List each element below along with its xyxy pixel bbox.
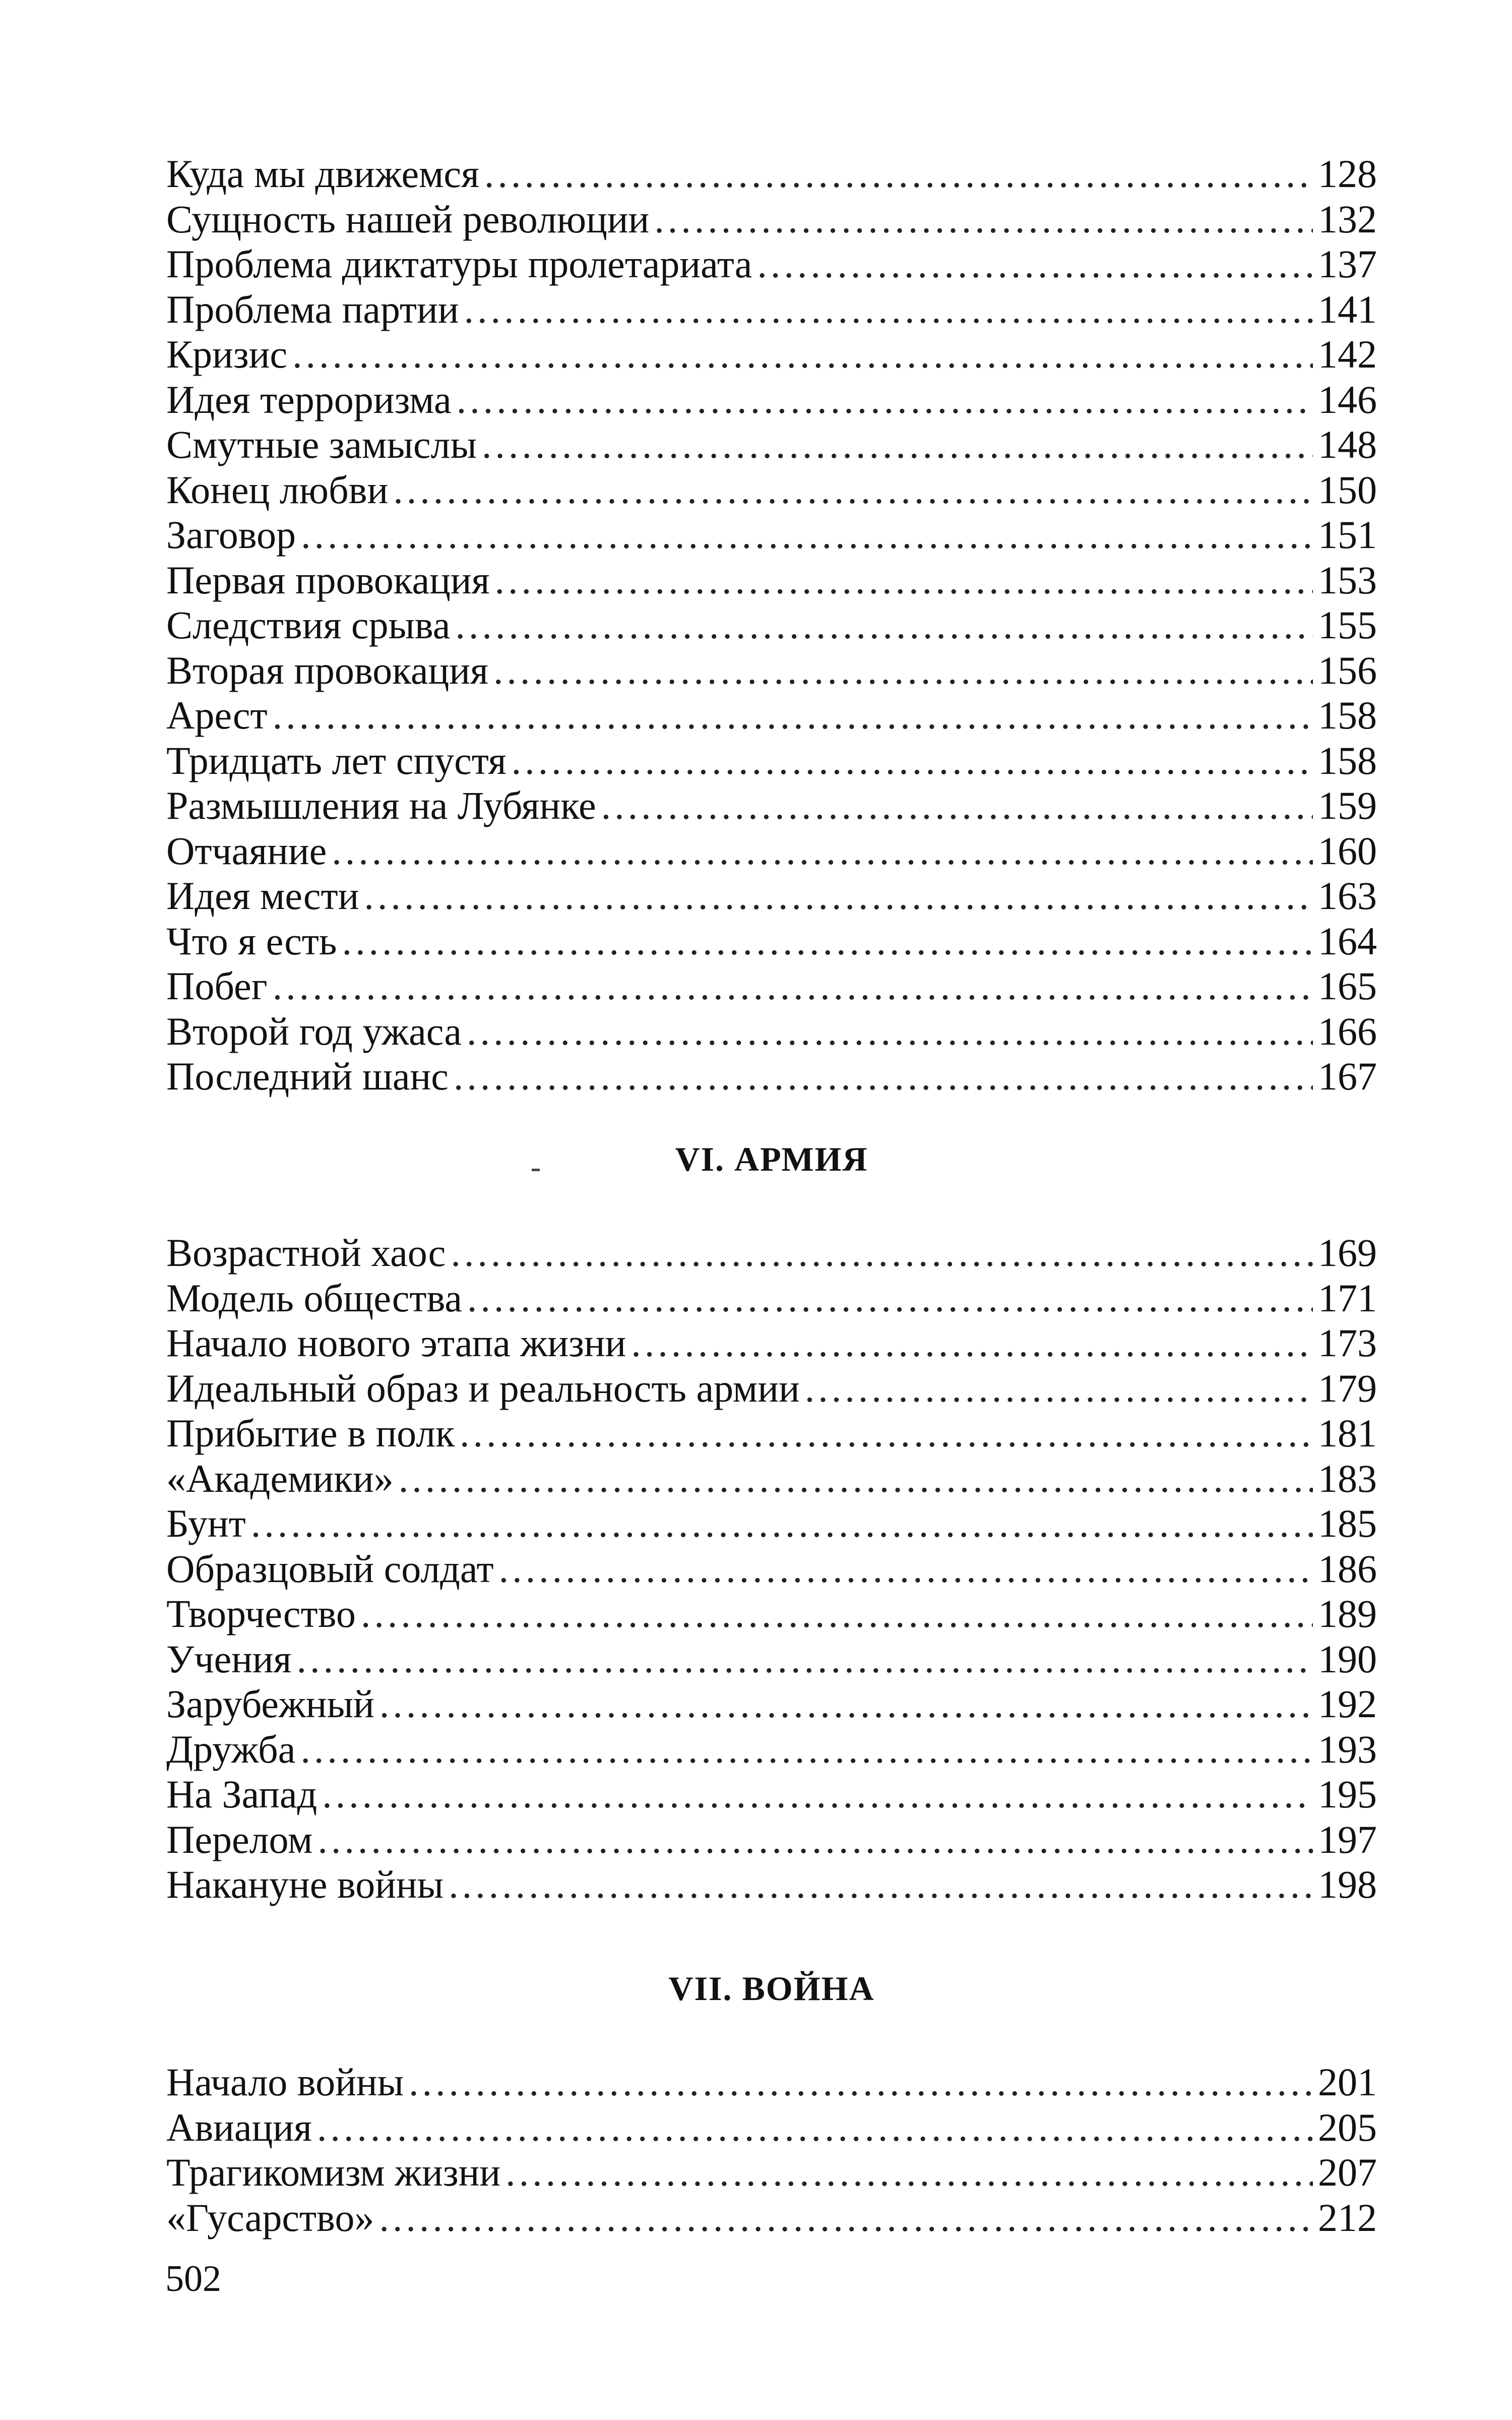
toc-entry-title: Куда мы движемся	[166, 152, 479, 196]
toc-entry-page-number: 167	[1318, 1054, 1377, 1098]
toc-entry-page-number: 173	[1318, 1321, 1377, 1365]
toc-entry-title: Арест	[166, 693, 268, 737]
dot-leader	[457, 377, 1313, 422]
dot-leader	[301, 512, 1313, 558]
toc-entry-page-number: 148	[1318, 422, 1377, 466]
toc-entry	[166, 2150, 1377, 2195]
toc-entry-page-number: 146	[1318, 377, 1377, 421]
toc-entry-title: Проблема партии	[166, 287, 459, 331]
dot-leader	[654, 197, 1313, 242]
toc-entry-page-number: 201	[1318, 2060, 1377, 2104]
toc-entry-title: Отчаяние	[166, 828, 327, 873]
toc-entry-page-number: 212	[1318, 2195, 1377, 2240]
dot-leader	[380, 1681, 1313, 1727]
dot-leader	[251, 1501, 1313, 1546]
dot-leader	[342, 919, 1313, 964]
dot-leader	[493, 648, 1313, 693]
toc-entry-page-number: 190	[1318, 1637, 1377, 1681]
toc-entry-title: Конец любви	[166, 467, 389, 512]
toc-entry-page-number: 183	[1318, 1456, 1377, 1500]
toc-entry-page-number: 195	[1318, 1772, 1377, 1816]
dot-leader	[273, 963, 1313, 1009]
toc-entry-page-number: 158	[1318, 693, 1377, 737]
toc-entry-title: Начало нового этапа жизни	[166, 1321, 626, 1365]
toc-entry-title: Возрастной хаос	[166, 1231, 446, 1275]
toc-entry	[166, 241, 1377, 287]
dot-leader	[292, 332, 1313, 377]
toc-entry-page-number: 179	[1318, 1366, 1377, 1410]
dot-leader	[506, 2150, 1313, 2195]
dot-leader	[296, 1637, 1313, 1682]
toc-entry	[166, 873, 1377, 919]
toc-entry	[166, 738, 1377, 783]
toc-entry	[166, 2105, 1377, 2150]
toc-entry-title: Трагикомизм жизни	[166, 2150, 501, 2194]
toc-entry	[166, 1546, 1377, 1592]
toc-entry-page-number: 185	[1318, 1501, 1377, 1545]
dot-leader	[512, 738, 1313, 783]
toc-entry	[166, 1501, 1377, 1546]
toc-entry	[166, 1681, 1377, 1727]
toc-entry-page-number: 166	[1318, 1009, 1377, 1053]
toc-entry	[166, 197, 1377, 242]
dot-leader	[805, 1366, 1313, 1411]
toc-entry-page-number: 142	[1318, 332, 1377, 376]
toc-entry-page-number: 151	[1318, 513, 1377, 557]
toc-entry	[166, 1230, 1377, 1276]
dot-leader	[467, 1276, 1313, 1321]
toc-entry	[166, 1411, 1377, 1456]
toc-entry	[166, 2060, 1377, 2105]
dot-leader	[757, 241, 1313, 287]
toc-entry-title: «Гусарство»	[166, 2195, 374, 2240]
toc-entry-title: Перелом	[166, 1817, 313, 1861]
toc-entry	[166, 693, 1377, 738]
toc-entry-page-number: 137	[1318, 242, 1377, 286]
dot-leader	[409, 2060, 1313, 2105]
toc-entry	[166, 963, 1377, 1009]
toc-entry	[166, 287, 1377, 332]
toc-entry-page-number: 198	[1318, 1862, 1377, 1906]
dot-leader	[454, 1054, 1313, 1099]
toc-entry	[166, 1637, 1377, 1682]
toc-entry-page-number: 155	[1318, 603, 1377, 647]
toc-entry	[166, 1276, 1377, 1321]
toc-entry-title: Тридцать лет спустя	[166, 738, 507, 782]
toc-entry-title: Образцовый солдат	[166, 1546, 494, 1591]
toc-entry-title: Прибытие в полк	[166, 1411, 455, 1455]
toc-entry	[166, 1054, 1377, 1099]
toc-entry-title: Авиация	[166, 2105, 312, 2149]
toc-entry	[166, 512, 1377, 558]
toc-entry	[166, 1727, 1377, 1772]
toc-entry-title: Сущность нашей революции	[166, 197, 650, 241]
toc-list-war	[166, 2060, 1377, 2240]
toc-entry-page-number: 192	[1318, 1682, 1377, 1726]
dot-leader	[300, 1727, 1313, 1772]
toc-entry-title: Учения	[166, 1637, 292, 1681]
toc-entry-title: Последний шанс	[166, 1054, 449, 1098]
dot-leader	[460, 1411, 1313, 1456]
toc-entry-page-number: 186	[1318, 1546, 1377, 1591]
toc-entry-page-number: 132	[1318, 197, 1377, 241]
toc-entry-page-number: 181	[1318, 1411, 1377, 1455]
toc-entry-title: Идея терроризма	[166, 377, 452, 421]
toc-entry-page-number: 193	[1318, 1727, 1377, 1771]
toc-entry-title: Следствия срыва	[166, 603, 451, 647]
toc-entry-title: Идея мести	[166, 874, 359, 918]
toc-entry	[166, 828, 1377, 874]
toc-entry-title: Накануне войны	[166, 1862, 444, 1906]
toc-entry-title: Зарубежный	[166, 1682, 374, 1726]
toc-entry-page-number: 165	[1318, 964, 1377, 1008]
toc-entry-page-number: 189	[1318, 1592, 1377, 1636]
dot-leader	[364, 873, 1313, 919]
dot-leader	[631, 1320, 1313, 1366]
dot-leader	[393, 467, 1313, 513]
dot-leader	[332, 828, 1313, 874]
dot-leader	[482, 422, 1313, 467]
toc-entry-title: Вторая провокация	[166, 648, 488, 692]
section-heading-war: VII. ВОЙНА	[668, 1969, 875, 2008]
dot-leader	[464, 287, 1313, 332]
toc-entry-title: Идеальный образ и реальность армии	[166, 1366, 800, 1410]
toc-entry	[166, 332, 1377, 377]
dot-leader	[467, 1009, 1313, 1054]
toc-entry-title: Творчество	[166, 1592, 356, 1636]
toc-entry-title: Побег	[166, 964, 268, 1008]
toc-entry-page-number: 128	[1318, 152, 1377, 196]
toc-entry	[166, 1320, 1377, 1366]
toc-entry-title: Первая провокация	[166, 558, 490, 602]
toc-entry-title: Смутные замыслы	[166, 422, 477, 466]
toc-entry-page-number: 150	[1318, 467, 1377, 512]
dot-leader	[273, 693, 1313, 738]
toc-entry	[166, 1456, 1377, 1501]
toc-entry	[166, 919, 1377, 964]
toc-entry-title: Что я есть	[166, 919, 337, 963]
toc-list-army	[166, 1230, 1377, 1907]
toc-entry-page-number: 169	[1318, 1231, 1377, 1275]
toc-entry	[166, 1862, 1377, 1907]
toc-entry-page-number: 207	[1318, 2150, 1377, 2194]
toc-entry-page-number: 197	[1318, 1817, 1377, 1861]
dot-leader	[318, 1817, 1313, 1862]
toc-entry-title: Проблема диктатуры пролетариата	[166, 242, 752, 286]
dot-leader	[317, 2105, 1313, 2150]
toc-entry-page-number: 153	[1318, 558, 1377, 602]
toc-entry	[166, 1817, 1377, 1862]
toc-entry-title: Заговор	[166, 513, 296, 557]
toc-entry	[166, 602, 1377, 648]
dot-leader	[499, 1546, 1313, 1592]
toc-entry-page-number: 163	[1318, 874, 1377, 918]
toc-entry	[166, 377, 1377, 422]
toc-entry-page-number: 164	[1318, 919, 1377, 963]
toc-entry-page-number: 205	[1318, 2105, 1377, 2149]
toc-entry-title: На Запад	[166, 1772, 318, 1816]
toc-entry-title: Второй год ужаса	[166, 1009, 462, 1053]
toc-entry-title: Начало войны	[166, 2060, 404, 2104]
toc-entry-page-number: 159	[1318, 783, 1377, 827]
toc-entry	[166, 1009, 1377, 1054]
toc-entry	[166, 1366, 1377, 1411]
toc-entry	[166, 467, 1377, 513]
toc-entry-title: Бунт	[166, 1501, 246, 1545]
dot-leader	[449, 1862, 1313, 1907]
dot-leader	[494, 558, 1313, 603]
toc-entry-page-number: 171	[1318, 1276, 1377, 1320]
toc-list-part-5	[166, 151, 1377, 1099]
toc-entry-title: Размышления на Лубянке	[166, 783, 596, 827]
toc-entry-page-number: 158	[1318, 738, 1377, 782]
toc-entry	[166, 1591, 1377, 1637]
dot-leader	[379, 2195, 1313, 2241]
toc-entry	[166, 648, 1377, 693]
page-number: 502	[165, 2258, 221, 2300]
dot-leader	[601, 783, 1313, 828]
dot-leader	[451, 1230, 1313, 1276]
dot-leader	[484, 151, 1313, 197]
toc-entry	[166, 558, 1377, 603]
toc-entry	[166, 422, 1377, 467]
toc-entry-title: Кризис	[166, 332, 287, 376]
toc-entry-title: Модель общества	[166, 1276, 462, 1320]
toc-entry-page-number: 156	[1318, 648, 1377, 692]
toc-entry	[166, 151, 1377, 197]
dot-leader	[399, 1456, 1313, 1501]
toc-entry	[166, 783, 1377, 828]
toc-entry-title: Дружба	[166, 1727, 296, 1771]
toc-entry	[166, 2195, 1377, 2241]
toc-entry-page-number: 141	[1318, 287, 1377, 331]
dot-leader	[361, 1591, 1313, 1637]
toc-entry-page-number: 160	[1318, 828, 1377, 873]
toc-entry-title: «Академики»	[166, 1456, 394, 1500]
section-heading-army: VI. АРМИЯ	[675, 1140, 868, 1178]
toc-entry	[166, 1772, 1377, 1817]
dot-leader	[322, 1772, 1313, 1817]
dot-leader	[455, 602, 1313, 648]
